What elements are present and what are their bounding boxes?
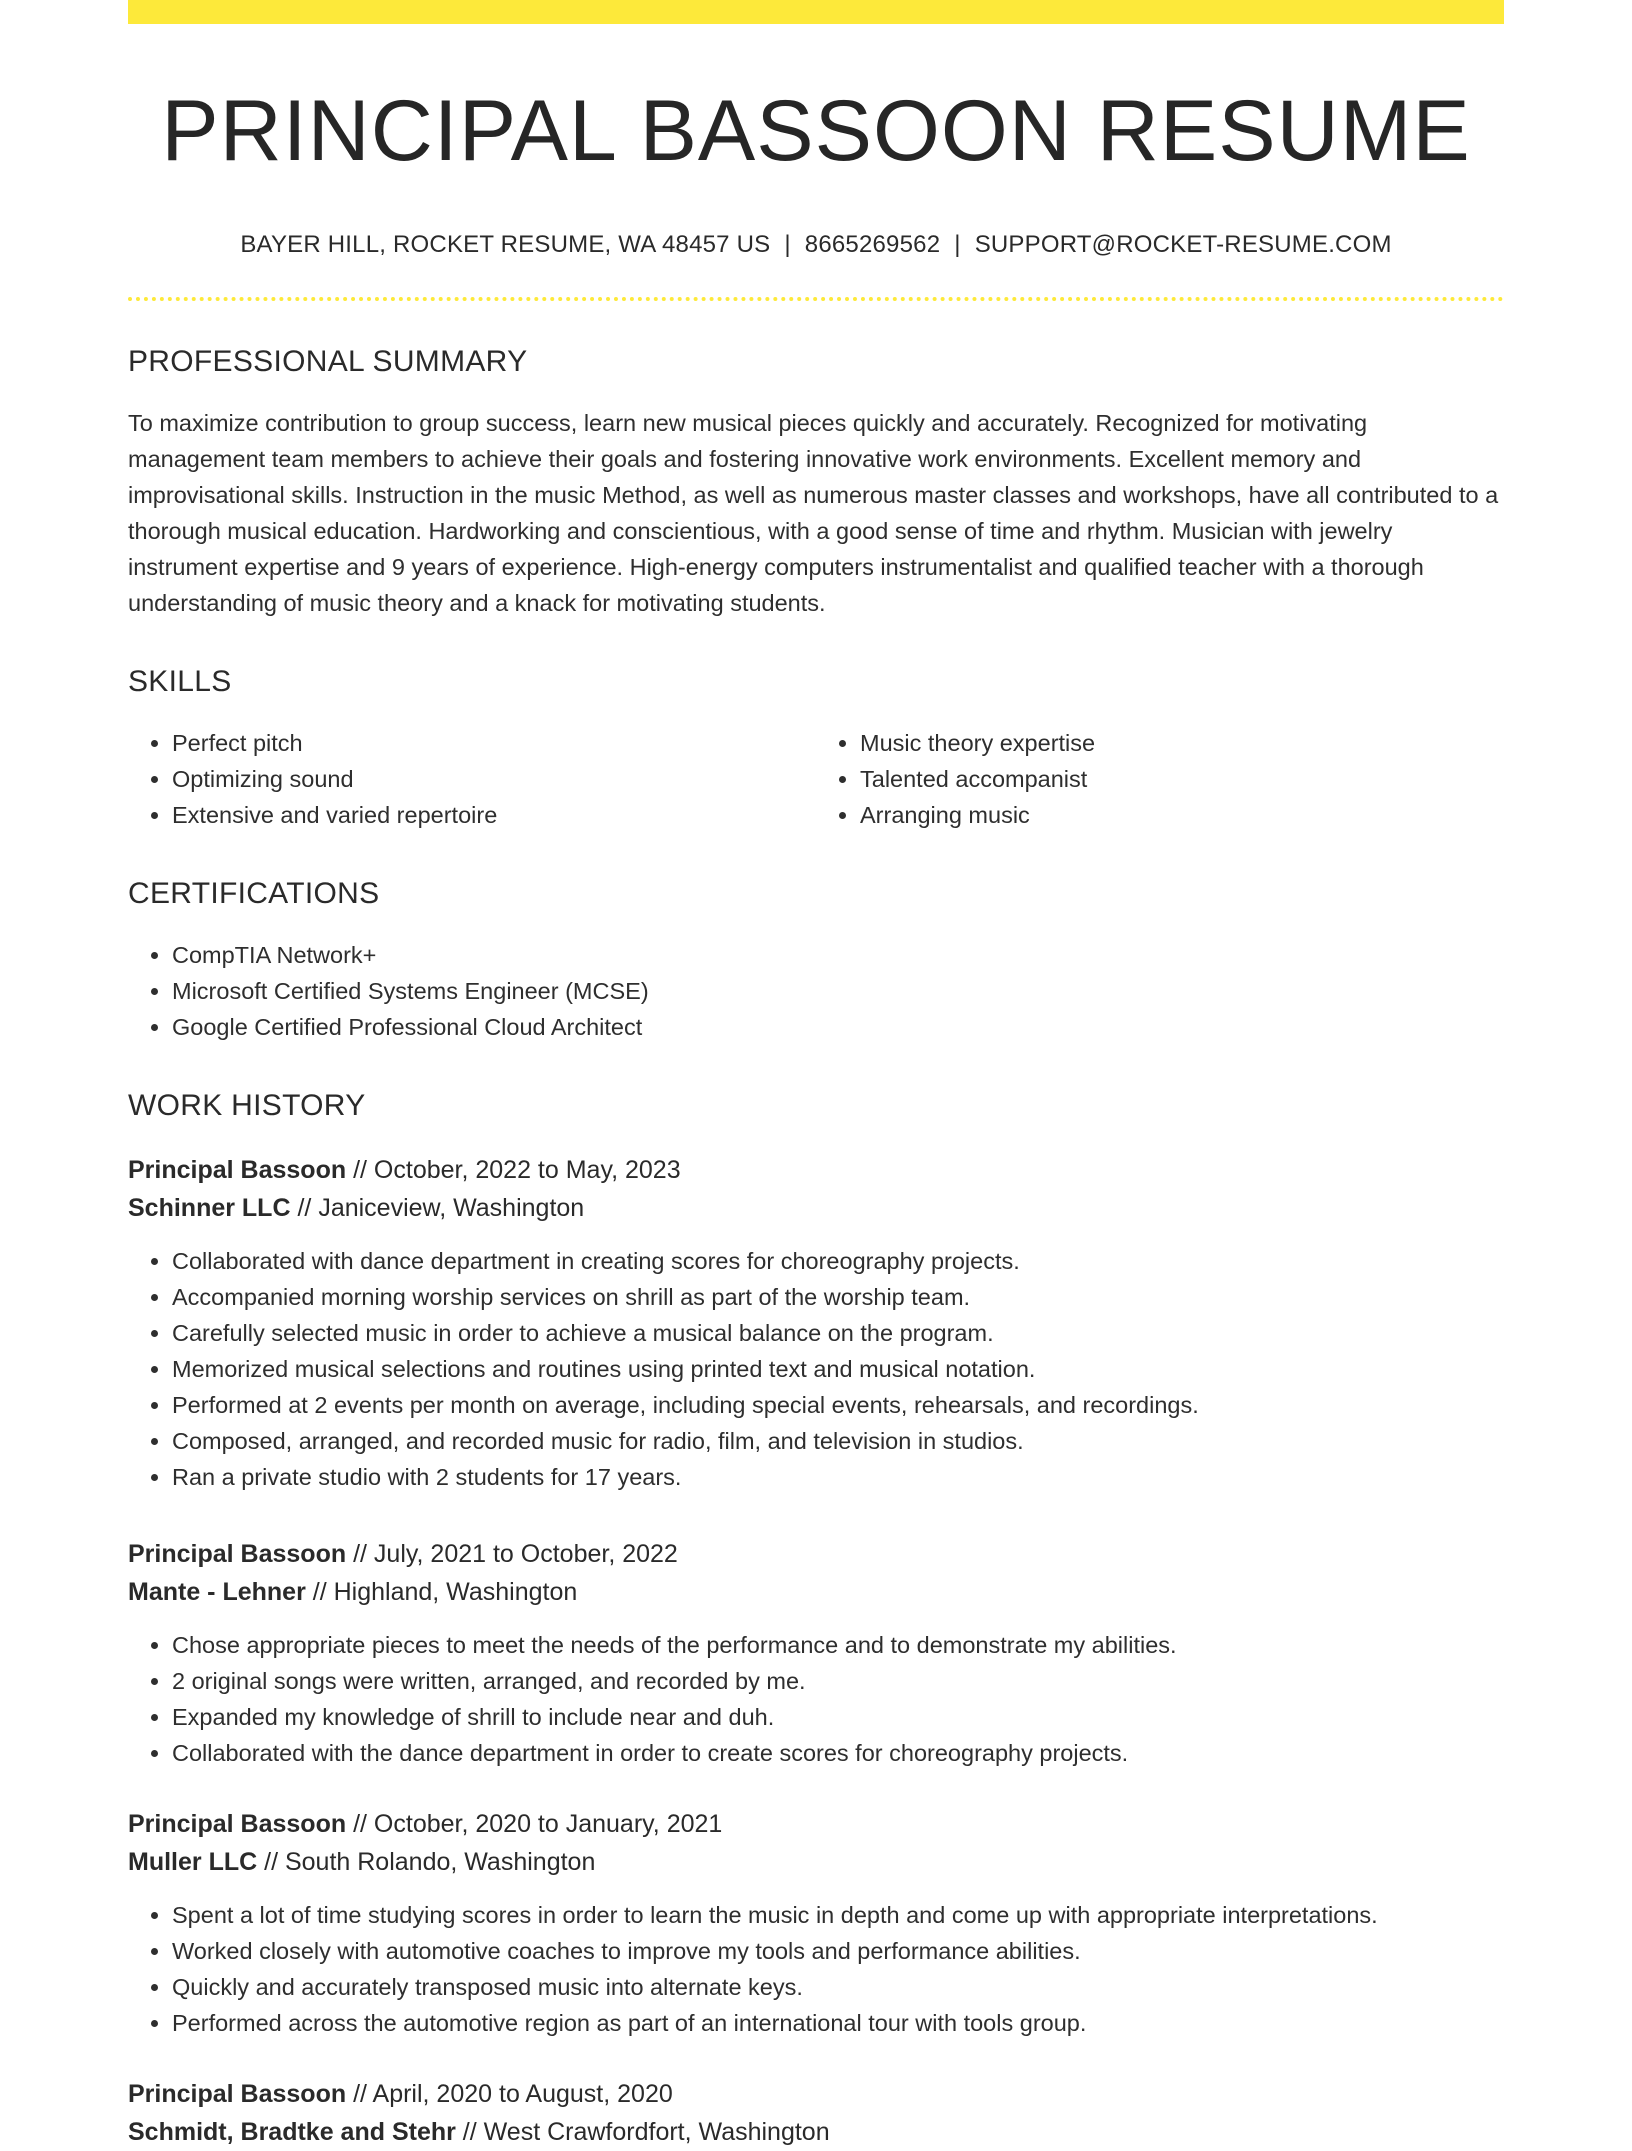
job-company-line (128, 2113, 1504, 2151)
job-bullet: • Composed, arranged, and recorded music for radio, film, and television in studios. (172, 1423, 1504, 1459)
skill-item: • Extensive and varied repertoire (172, 797, 816, 833)
job-entry (128, 2075, 1504, 2151)
job-bullet: • Spent a lot of time studying scores in order to learn the music in depth and come up with appropriate interpretations. (172, 1897, 1504, 1933)
job-separator: // (455, 2117, 484, 2146)
certification-item: • Google Certified Professional Cloud Architect (172, 1009, 1504, 1045)
resume-page (128, 0, 1504, 2151)
job-dates: October, 2020 to January, 2021 (373, 1809, 723, 1838)
job-bullet: • Worked closely with automotive coaches to improve my tools and performance abilities. (172, 1933, 1504, 1969)
job-company-line (128, 1573, 1504, 1611)
job-company-line (128, 1843, 1504, 1881)
work-history-heading: WORK HISTORY (128, 1088, 366, 1122)
job-bullets (128, 1897, 1504, 2041)
contact-phone: 8665269562 (804, 230, 941, 258)
skills-heading: SKILLS (128, 664, 232, 698)
job-bullet: • Performed across the automotive region as part of an international tour with tools group. (172, 2005, 1504, 2041)
job-bullet: • Carefully selected music in order to achieve a musical balance on the program. (172, 1315, 1504, 1351)
certifications-list (128, 937, 1504, 1045)
job-location: South Rolando, Washington (284, 1847, 596, 1876)
job-title: Principal Bassoon (128, 2079, 347, 2108)
job-title: Principal Bassoon (128, 1155, 347, 1184)
job-separator: // (290, 1193, 319, 1222)
skill-item: • Arranging music (860, 797, 1504, 833)
job-title-line (128, 1535, 1504, 1573)
contact-separator: | (954, 230, 961, 258)
contact-address: BAYER HILL, ROCKET RESUME, WA 48457 US (240, 230, 771, 258)
job-bullets (128, 1627, 1504, 1771)
job-location: West Crawfordfort, Washington (483, 2117, 830, 2146)
job-title: Principal Bassoon (128, 1539, 347, 1568)
summary-heading: PROFESSIONAL SUMMARY (128, 344, 528, 378)
job-bullet: • 2 original songs were written, arranged, and recorded by me. (172, 1663, 1504, 1699)
skill-item: • Optimizing sound (172, 761, 816, 797)
job-title-line (128, 2075, 1504, 2113)
certification-item: • Microsoft Certified Systems Engineer (MCSE) (172, 973, 1504, 1009)
job-title-line (128, 1805, 1504, 1843)
certification-item: • CompTIA Network+ (172, 937, 1504, 973)
top-accent-bar (128, 0, 1504, 24)
contact-separator: | (784, 230, 791, 258)
skill-item: • Music theory expertise (860, 725, 1504, 761)
contact-email: SUPPORT@ROCKET-RESUME.COM (974, 230, 1392, 258)
skill-item: • Talented accompanist (860, 761, 1504, 797)
job-entry (128, 1151, 1504, 1495)
skills-list-right (816, 725, 1504, 833)
job-bullet: • Expanded my knowledge of shrill to include near and duh. (172, 1699, 1504, 1735)
job-bullet: • Quickly and accurately transposed music into alternate keys. (172, 1969, 1504, 2005)
job-bullets (128, 1243, 1504, 1495)
contact-line (128, 231, 1504, 259)
job-separator: // (257, 1847, 285, 1876)
resume-title: PRINCIPAL BASSOON RESUME (161, 83, 1471, 179)
job-separator: // (346, 1155, 374, 1184)
job-bullet: • Collaborated with dance department in creating scores for choreography projects. (172, 1243, 1504, 1279)
job-company: Schinner LLC (128, 1193, 291, 1222)
dotted-divider (128, 297, 1504, 301)
job-separator: // (346, 1809, 374, 1838)
skill-item: • Perfect pitch (172, 725, 816, 761)
job-separator: // (305, 1577, 334, 1606)
job-company: Muller LLC (128, 1847, 258, 1876)
job-entry (128, 1535, 1504, 1771)
job-separator: // (346, 1539, 374, 1568)
job-title: Principal Bassoon (128, 1809, 347, 1838)
job-bullet: • Performed at 2 events per month on average, including special events, rehearsals, and recordings. (172, 1387, 1504, 1423)
skills-list-left (128, 725, 816, 833)
job-company: Mante - Lehner (128, 1577, 306, 1606)
job-bullet: • Memorized musical selections and routines using printed text and musical notation. (172, 1351, 1504, 1387)
job-location: Janiceview, Washington (318, 1193, 585, 1222)
job-dates: October, 2022 to May, 2023 (373, 1155, 681, 1184)
job-company: Schmidt, Bradtke and Stehr (128, 2117, 456, 2146)
job-title-line (128, 1151, 1504, 1189)
skills-grid (128, 725, 1504, 833)
certifications-heading: CERTIFICATIONS (128, 876, 380, 910)
job-dates: April, 2020 to August, 2020 (372, 2079, 673, 2108)
job-bullet: • Chose appropriate pieces to meet the needs of the performance and to demonstrate my abilities. (172, 1627, 1504, 1663)
summary-text: To maximize contribution to group success, learn new musical pieces quickly and accurately. Recognized for motivating management team members to achieve their goals and fostering innovative work environments. Excellent memory and improvisational skills. Instruction in the music Method, as well as numerous master classes and workshops, have all contributed to a thorough musical education. Hardworking and conscientious, with a good sense of time and rhythm. Musician with jewelry instrument expertise and 9 years of experience. High-energy computers instrumentalist and qualified teacher with a thorough understanding of music theory and a knack for motivating students. (128, 409, 1499, 616)
job-bullet: • Ran a private studio with 2 students for 17 years. (172, 1459, 1504, 1495)
job-location: Highland, Washington (333, 1577, 578, 1606)
job-bullet: • Accompanied morning worship services on shrill as part of the worship team. (172, 1279, 1504, 1315)
job-bullet: • Collaborated with the dance department in order to create scores for choreography projects. (172, 1735, 1504, 1771)
job-dates: July, 2021 to October, 2022 (373, 1539, 678, 1568)
job-company-line (128, 1189, 1504, 1227)
job-entry (128, 1805, 1504, 2041)
job-separator: // (346, 2079, 373, 2108)
